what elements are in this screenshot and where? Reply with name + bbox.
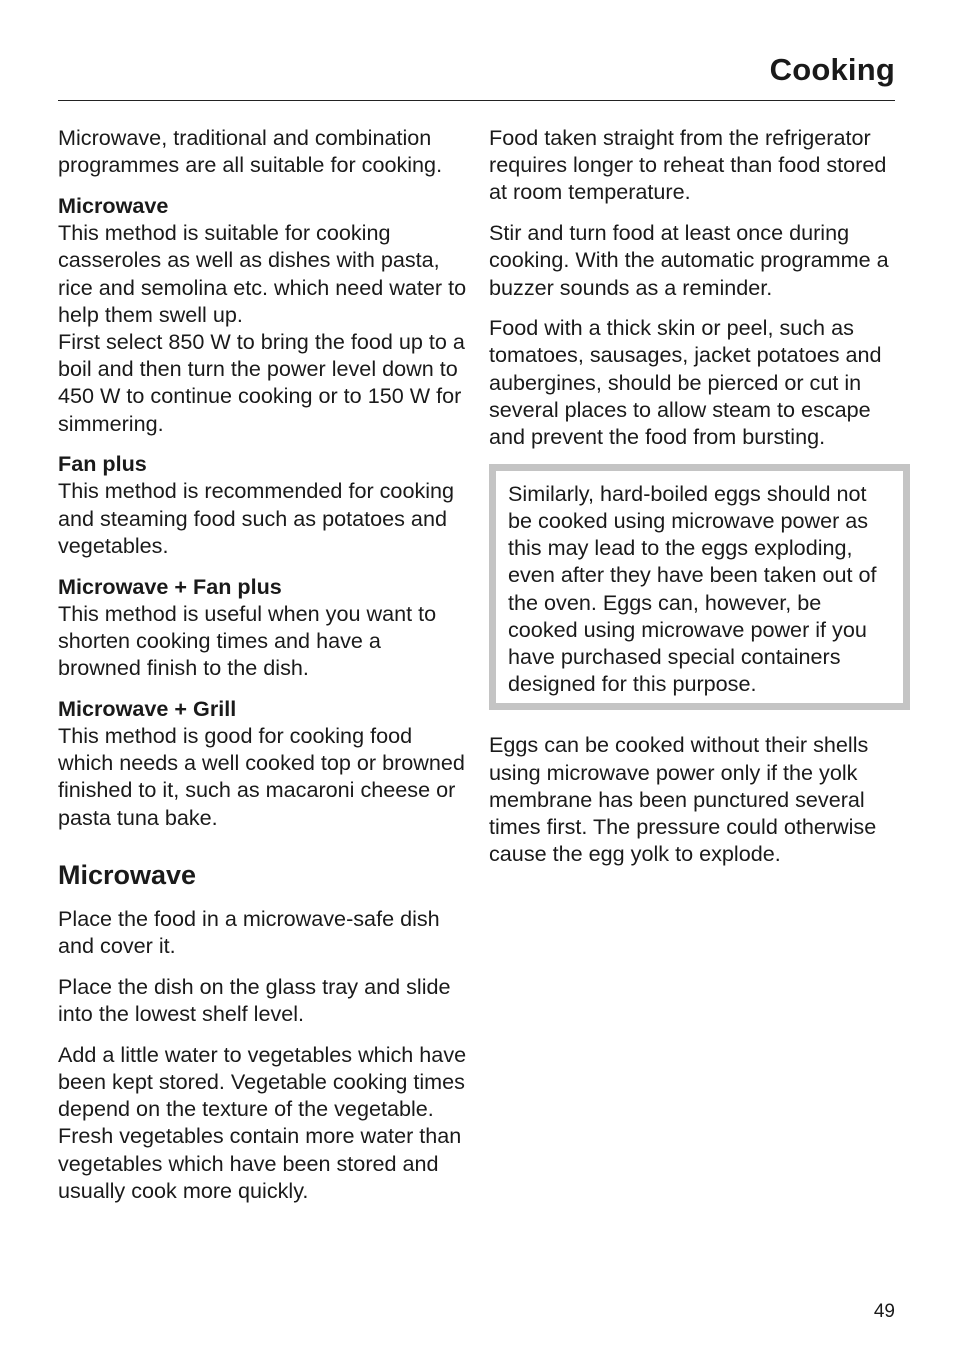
method-title: Microwave + Fan plus	[58, 573, 282, 599]
method-description: This method is useful when you want to shorten cooking times and have a browned finish to the dish.	[58, 600, 437, 681]
warning-text: Similarly, hard-boiled eggs should not be cooked using microwave power as this may lead to the eggs exploding, even after they have been taken out of the oven. Eggs can, however, be cooked using microwave power if you have purchased special containers designed for this purpose.	[508, 480, 877, 697]
body-paragraph: Food with a thick skin or peel, such as tomatoes, sausages, jacket potatoes and aubergines, should be pierced or cut in several places to allow steam to escape and prevent the food from bursting.	[489, 315, 882, 450]
method-fan-plus	[58, 450, 468, 559]
method-title: Microwave	[58, 192, 169, 218]
section-heading-microwave: Microwave	[58, 859, 197, 890]
method-title: Microwave + Grill	[58, 695, 237, 721]
intro-paragraph: Microwave, traditional and combination programmes are all suitable for cooking.	[58, 125, 443, 178]
header-divider	[58, 100, 895, 101]
body-paragraph: Add a little water to vegetables which have been kept stored. Vegetable cooking times depend on the texture of the vegetable. Fresh vegetables contain more water than vegetables which have been stored and usually cook more quickly.	[58, 1041, 467, 1203]
body-paragraph: Food taken straight from the refrigerator requires longer to reheat than food stored at room temperature.	[489, 125, 887, 205]
closing-paragraph: Eggs can be cooked without their shells using microwave power only if the yolk membrane has been punctured several times first. The pressure could otherwise cause the egg yolk to explode.	[489, 732, 877, 867]
body-paragraph: Place the food in a microwave-safe dish and cover it.	[58, 905, 440, 959]
method-microwave-fan-plus	[58, 573, 468, 682]
method-description: This method is recommended for cooking and steaming food such as potatoes and vegetables.	[58, 478, 455, 558]
method-title: Fan plus	[58, 451, 147, 477]
right-column	[489, 124, 899, 881]
method-microwave	[58, 192, 468, 437]
body-paragraph: Stir and turn food at least once during cooking. With the automatic programme a buzzer sounds as a reminder.	[489, 220, 889, 300]
method-description: This method is good for cooking food which needs a well cooked top or browned finished to it, such as macaroni cheese or pasta tuna bake.	[58, 723, 465, 830]
method-description: First select 850 W to bring the food up to a boil and then turn the power level down to 450 W to continue cooking or to 150 W for simmering.	[58, 328, 465, 436]
page-title: Cooking	[769, 52, 895, 87]
body-paragraph: Place the dish on the glass tray and slide into the lowest shelf level.	[58, 973, 451, 1026]
method-description: This method is suitable for cooking casseroles as well as dishes with pasta, rice and semolina etc. which need water to help them swell up.	[58, 220, 467, 327]
method-microwave-grill	[58, 695, 468, 831]
warning-box	[489, 464, 910, 711]
page-number: 49	[873, 1301, 895, 1322]
left-column	[58, 124, 468, 1217]
